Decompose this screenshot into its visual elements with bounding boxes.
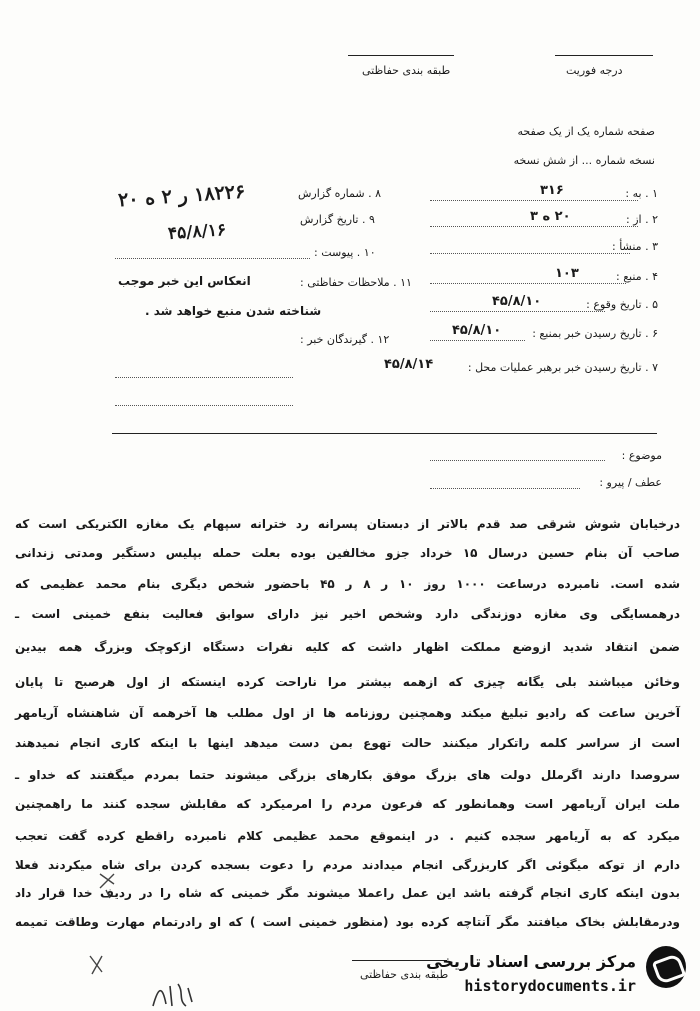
source-code-label: ۴ . منبع : [616, 270, 658, 283]
copy-number: نسخه شماره ... از شش نسخه [513, 154, 655, 167]
body-line: بدون اینکه کاری انجام گرفته باشد این عمل راعملا میشوند مگر خمینی که شاه را در ردیف خدا قرار داد [15, 886, 680, 900]
event-date-value: ۴۵/۸/۱۰ [492, 294, 542, 309]
body-line: آخرین ساعت که رادیو تبلیغ میکند وهمچنین روزنامه ها از اول مطلب ها آخرهمه آن شاهنشاه آریامهر [15, 706, 680, 720]
margin-mark [86, 950, 110, 980]
urgency-label: درجه فوریت [566, 64, 623, 77]
body-line: شده است. نامبرده درساعت ۱۰۰۰ روز ۱۰ ر ۸ ر ۴۵ باحضور شخص دیگری بنام محمد عظیمی که [15, 577, 681, 591]
body-line: ملت ایران آریامهر است وهمانطور که فرعون مردم را امرمیکرد که مقابلش سجده کنند ما راهمچنین [15, 797, 680, 811]
arrival-date-value: ۴۵/۸/۱۴ [384, 357, 434, 372]
received-date-value: ۴۵/۸/۱۰ [452, 323, 502, 338]
security-notes-value2: شناخته شدن منبع خواهد شد . [145, 304, 322, 318]
handwritten-mark [148, 978, 198, 1010]
watermark-text: مرکز بررسی اسناد تاریخی [426, 952, 636, 971]
classification-label: طبقه بندی حفاظتی [362, 64, 451, 77]
security-notes-label: ۱۱ . ملاحظات حفاظتی : [300, 276, 412, 289]
security-notes-value: انعکاس این خبر موجب [118, 274, 251, 288]
ref-label: عطف / پیرو : [599, 476, 662, 489]
attachment-label: ۱۰ . پیوست : [314, 246, 376, 259]
report-date-label: ۹ . تاریخ گزارش [300, 213, 375, 226]
body-line: ضمن انتقاد شدید ازوضع مملکت اظهار داشت که کلیه نفرات دستگاه ازکوچک وبزرگ همه بیدین [15, 640, 680, 654]
recipients-label: ۱۲ . گیرندگان خبر : [300, 333, 390, 346]
from-value: ۲۰ ه ۳ [530, 209, 571, 224]
body-line: ودرمقابلش بخاک میافتند مگر آنتاچه کرده بود (منظور خمینی است ) که او رادرتمام مهارت وطاقت تمیمه [15, 915, 680, 929]
subject-label: موضوع : [621, 449, 662, 462]
report-number-value: ۱۸۲۲۶ ر ۲ ه ۲۰ [117, 180, 246, 212]
body-line: درهمسایگی وی مغازه دوزندگی دارد وشخص اخیر نیز دارای سوابق فعالیت بنفع خمینی است ـ [15, 607, 680, 621]
body-line: صاحب آن بنام حسین درسال ۱۵ خرداد جزو مخالفین بوده بعلت حمله بپلیس دستگیر ومدتی زندانی [15, 546, 680, 560]
report-date-value: ۴۵/۸/۱۶ [167, 219, 227, 245]
margin-mark [96, 870, 120, 900]
to-value: ۳۱۶ [540, 183, 564, 198]
received-date-label: ۶ . تاریخ رسیدن خبر بمنبع : [532, 327, 658, 340]
event-date-label: ۵ . تاریخ وقوع : [586, 298, 658, 311]
watermark-url: historydocuments.ir [464, 977, 636, 995]
to-label: ۱ . به : [625, 187, 658, 200]
source-label: ۳ . منشأ : [612, 240, 658, 253]
report-number-label: ۸ . شماره گزارش [298, 187, 382, 200]
source-code-value: ۱۰۳ [555, 266, 579, 281]
watermark-logo-icon [646, 946, 686, 988]
footer-classification-label: طبقه بندی حفاظتی [360, 968, 449, 981]
from-label: ۲ . از : [626, 213, 658, 226]
body-line: وخائن میباشند بلی یگانه چیزی که ازهمه بیشتر مرا ناراحت کرده اینستکه از اول هرصبح تا پایان [15, 675, 680, 689]
body-line: دارم از توکه میگوئی اگر کاربزرگی انجام میدادند مردم را دعوت بسجده کردن برای شاه میکردند فعلا [15, 858, 680, 872]
body-line: درخیابان شوش شرقی صد قدم بالاتر از دبستان پسرانه رد خترانه سپهام یک مغازه الکتریکی است که [15, 517, 680, 531]
body-line: سروصدا دارند اگرملل دولت های بزرگ موفق بکارهای بزرگی میشوند حتما بمردم میگفتند که خداو ـ [15, 768, 680, 782]
page-number: صفحه شماره یک از یک صفحه [517, 125, 655, 138]
body-line: میکرد که به آریامهر سجده کنیم . در اینموقع محمد عظیمی کلام نامبرده راقطع کرده گفت تعجب [15, 829, 680, 843]
arrival-date-label: ۷ . تاریخ رسیدن خبر برهبر عملیات محل : [467, 361, 658, 374]
body-line: است از سراسر کلمه راتکرار میکنند حالت تهوع بمن دست میدهد اینها با اینکه کاری انجام نمیدهند [15, 736, 680, 750]
